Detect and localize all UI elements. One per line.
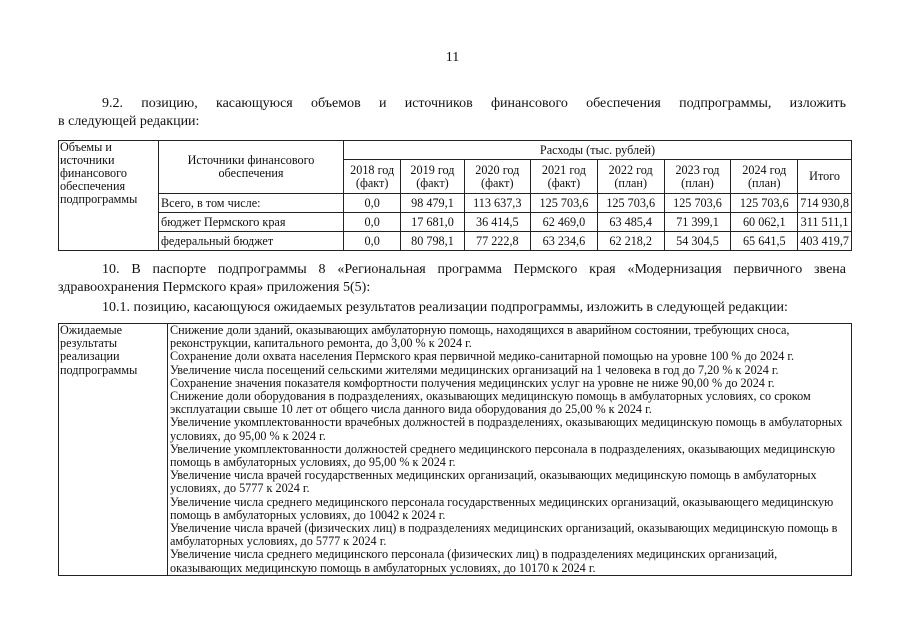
- table-row: [59, 213, 852, 232]
- value-cell: 113 637,3: [464, 194, 530, 213]
- value-cell: 98 479,1: [401, 194, 464, 213]
- source-cell: федеральный бюджет: [159, 232, 344, 251]
- total-cell: 714 930,8: [798, 194, 852, 213]
- section-9-2: [58, 95, 846, 131]
- value-cell: 125 703,6: [664, 194, 731, 213]
- result-item: Снижение доли зданий, оказывающих амбулаторную помощь, находящихся в аварийном состоянии, требующих сноса, реконструкции, капитального ремонта, до 3,00 % к 2024 г.: [170, 323, 790, 351]
- source-header: Источники финансового обеспечения: [159, 141, 344, 194]
- result-item: Увеличение числа врачей (физических лиц) в подразделениях медицинских организаций, оказывающих медицинскую помощь в амбулаторных условиях, до 5777 к 2024 г.: [170, 521, 838, 549]
- value-cell: 63 234,6: [531, 232, 598, 251]
- result-item: Увеличение числа среднего медицинского персонала (физических лиц) в подразделениях медицинских организаций, оказывающих медицинскую помощь в амбулаторных условиях, до 10170 к 2024 г.: [170, 547, 778, 575]
- source-cell: Всего, в том числе:: [159, 194, 344, 213]
- value-cell: 0,0: [344, 194, 401, 213]
- result-item: Увеличение числа среднего медицинского персонала государственных медицинских организаций, оказывающего медицинскую помощь в амбулаторных условиях, до 10042 к 2024 г.: [170, 494, 834, 522]
- result-item: Увеличение числа врачей государственных медицинских организаций, оказывающих медицинскую помощь в амбулаторных условиях, до 5777 к 2024 г.: [170, 468, 817, 496]
- source-cell: бюджет Пермского края: [159, 213, 344, 232]
- result-item: Снижение доли оборудования в подразделениях, оказывающих медицинскую помощь в амбулаторных условиях, со сроком эксплуатации свыше 10 лет от общего числа данного вида оборудования до 25,00 % к 2024 г.: [170, 389, 811, 417]
- value-cell: 54 304,5: [664, 232, 731, 251]
- section-10-line2: здравоохранения Пермского края» приложения 5(5):: [58, 280, 371, 295]
- section-9-2-line1: 9.2. позицию, касающуюся объемов и источников финансового обеспечения подпрограммы, изложить: [102, 96, 846, 111]
- value-cell: 17 681,0: [401, 213, 464, 232]
- value-cell: 125 703,6: [731, 194, 798, 213]
- year-header: 2022 год (план): [597, 160, 664, 194]
- year-header: 2019 год (факт): [401, 160, 464, 194]
- results-table: [58, 323, 852, 576]
- year-header: 2018 год (факт): [344, 160, 401, 194]
- total-header: Итого: [798, 160, 852, 194]
- value-cell: 0,0: [344, 213, 401, 232]
- expenses-header: Расходы (тыс. рублей): [344, 141, 852, 160]
- section-10-line1: 10. В паспорте подпрограммы 8 «Региональная программа Пермского края «Модернизация первичного звена: [102, 262, 846, 277]
- financing-label: Объемы и источники финансового обеспечения подпрограммы: [59, 141, 159, 251]
- section-10-1: 10.1. позицию, касающуюся ожидаемых результатов реализации подпрограммы, изложить в следующей редакции:: [102, 300, 788, 315]
- result-item: Увеличение укомплектованности должностей среднего медицинского персонала в подразделениях, оказывающих медицинскую помощь в амбулаторных условиях, до 95,00 % к 2024 г.: [170, 441, 836, 470]
- value-cell: 63 485,4: [597, 213, 664, 232]
- result-item: Увеличение числа посещений сельскими жителями медицинских организаций на 1 человека в год до 7,20 % к 2024 г.: [170, 362, 779, 377]
- value-cell: 71 399,1: [664, 213, 731, 232]
- section-10: [58, 261, 846, 297]
- value-cell: 125 703,6: [597, 194, 664, 213]
- year-header: 2021 год (факт): [531, 160, 598, 194]
- result-item: Сохранение значения показателя комфортности получения медицинских услуг на уровне не ниже 90,00 % до 2024 г.: [170, 375, 775, 390]
- total-cell: 403 419,7: [798, 232, 852, 251]
- results-label: Ожидаемые результаты реализации подпрограммы: [59, 324, 168, 576]
- page-number: 11: [445, 50, 460, 65]
- value-cell: 65 641,5: [731, 232, 798, 251]
- value-cell: 36 414,5: [464, 213, 530, 232]
- year-header: 2024 год (план): [731, 160, 798, 194]
- total-cell: 311 511,1: [798, 213, 852, 232]
- result-item: Увеличение укомплектованности врачебных должностей в подразделениях, оказывающих медицинскую помощь в амбулаторных условиях, до 95,00 % к 2024 г.: [170, 415, 843, 443]
- table-row: [59, 232, 852, 251]
- financing-table: [58, 140, 852, 251]
- value-cell: 0,0: [344, 232, 401, 251]
- value-cell: 125 703,6: [531, 194, 598, 213]
- value-cell: 62 218,2: [597, 232, 664, 251]
- value-cell: 60 062,1: [731, 213, 798, 232]
- year-header: 2023 год (план): [664, 160, 731, 194]
- table-row: [59, 194, 852, 213]
- result-item: Сохранение доли охвата населения Пермского края первичной медико-санитарной помощью на уровне 100 % до 2024 г.: [170, 349, 795, 364]
- results-list: [168, 324, 852, 576]
- value-cell: 80 798,1: [401, 232, 464, 251]
- year-header: 2020 год (факт): [464, 160, 530, 194]
- value-cell: 62 469,0: [531, 213, 598, 232]
- section-9-2-line2: в следующей редакции:: [58, 114, 200, 129]
- value-cell: 77 222,8: [464, 232, 530, 251]
